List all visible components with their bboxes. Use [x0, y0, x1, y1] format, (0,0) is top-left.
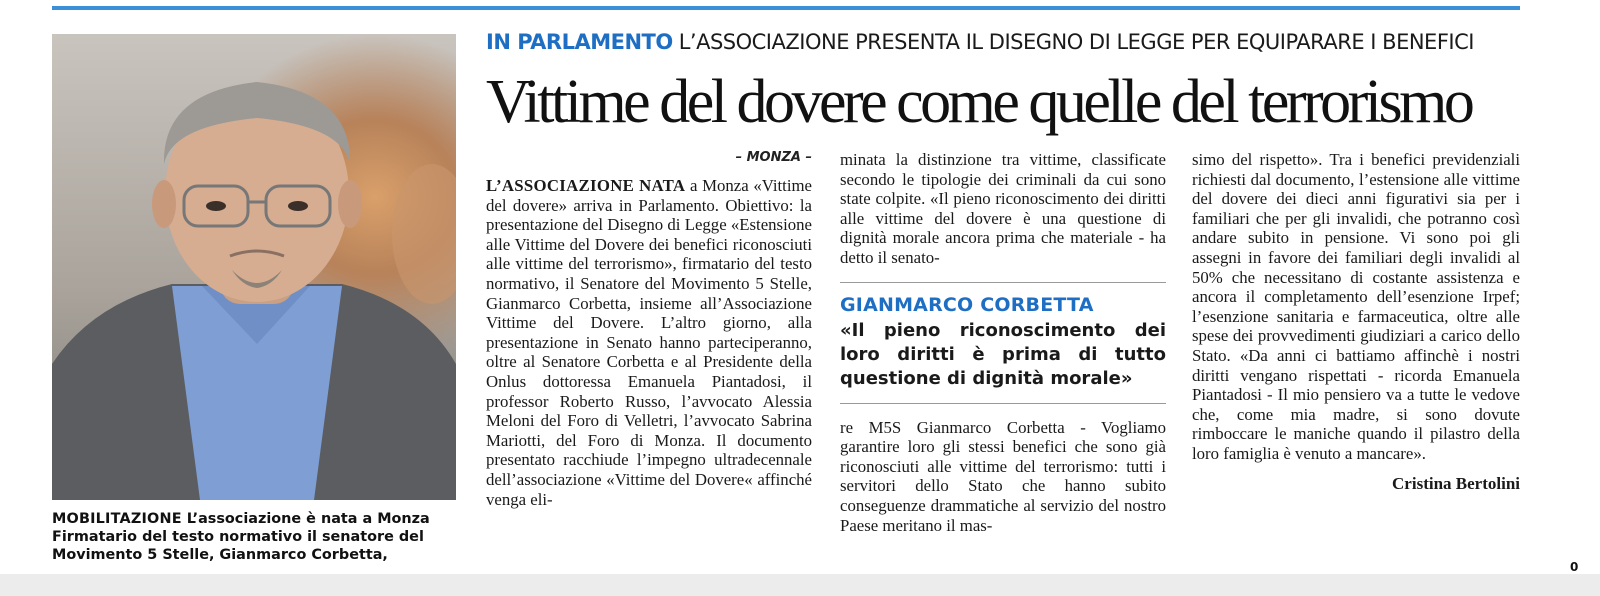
article-column-2 — [840, 150, 1166, 535]
body-text: minata la distinzione tra vittime, classificate secondo le tipologie dei criminali da cui sono state colpite. «Il pieno riconoscimento dei diritti alle vittime del dovere è una questione di dignità morale ancora prima che materiale - ha detto il senato- — [840, 150, 1166, 267]
body-text: re M5S Gianmarco Corbetta - Vogliamo garantire loro gli stessi benefici che sono già riconosciuti alle vittime del terrorismo: tutti i servitori dello Stato che hanno subito conseguenze drammatiche al servizio del nostro Paese meritano il mas- — [840, 417, 1166, 535]
article-column-1 — [486, 150, 812, 509]
article-column-3 — [1192, 150, 1520, 493]
portrait-illustration — [52, 34, 456, 500]
opening-words: L’ASSOCIAZIONE NATA — [486, 176, 686, 195]
caption-lead: MOBILITAZIONE — [52, 511, 182, 527]
body-text: simo del rispetto». Tra i benefici previdenziali richiesti dal documento, l’estensione alle vittime del dovere dei dieci anni figurativi sia per i familiari che per gli invalidi, che potranno così andare subito in pensione. Vi sono poi gli assegni in favore dei familiari degli invalidi al 50% che necessitano di costante assistenza e ancora il completamento dell’esenzione Irpef; l’esenzione sanitaria e farmaceutica, oltre alle spese dei provvedimenti giudiziari a carico dello Stato. «Da anni ci battiamo affinchè i nostri diritti vengano rispettati - ricorda Emanuela Piantadosi - Il mio pensiero va a tutte le vedove che, come mia madre, si sono dovute rimboccare le maniche quando il pilastro della loro famiglia è venuto a mancare». — [1192, 150, 1520, 463]
page-mark: 0 — [1570, 560, 1579, 574]
dateline: – MONZA – — [735, 150, 812, 165]
portrait-photo — [52, 34, 456, 500]
section-label: IN PARLAMENTO — [486, 30, 673, 54]
bottom-band — [0, 574, 1600, 596]
pull-quote-name: GIANMARCO CORBETTA — [840, 293, 1094, 316]
headline: Vittime del dovere come quelle del terrorismo — [486, 68, 1472, 136]
top-rule — [52, 6, 1520, 10]
byline: Cristina Bertolini — [1392, 473, 1520, 493]
photo-caption — [52, 510, 462, 564]
body-text: a Monza «Vittime del dovere» arriva in Parlamento. Obiettivo: la presentazione del Disegno di Legge «Estensione alle Vittime del Dovere dei benefici riconosciuti alle vittime del terrorismo», firmatario del testo normativo, il Senatore del Movimento 5 Stelle, Gianmarco Corbetta, insieme all’Associazione Vittime del Dovere. L’altro giorno, alla presentazione in Senato hanno parteciperanno, oltre al Senatore Corbetta e al Presidente della Onlus dottoressa Emanuela Piantadosi, il professor Roberto Russo, l’avvocato Alessia Meloni del Foro di Velletri, l’avvocato Sabrina Mariotti, del Foro di Monza. Il documento presentato racchiude l’impegno ultradecennale dell’associazione «Vittime del Dovere« affinché venga eli- — [486, 176, 812, 509]
caption-text: L’associazione è nata a Monza Firmatario del testo normativo il senatore del Movimento 5 Stelle, Gianmarco Corbetta, — [52, 511, 430, 563]
pull-quote-text: «Il pieno riconoscimento dei loro diritti è prima di tutto questione di dignità morale» — [840, 319, 1166, 389]
paragraph — [486, 176, 812, 509]
kicker — [486, 30, 1526, 54]
kicker-text: L’ASSOCIAZIONE PRESENTA IL DISEGNO DI LEGGE PER EQUIPARARE I BENEFICI — [678, 30, 1474, 54]
pull-quote-box — [840, 282, 1166, 404]
